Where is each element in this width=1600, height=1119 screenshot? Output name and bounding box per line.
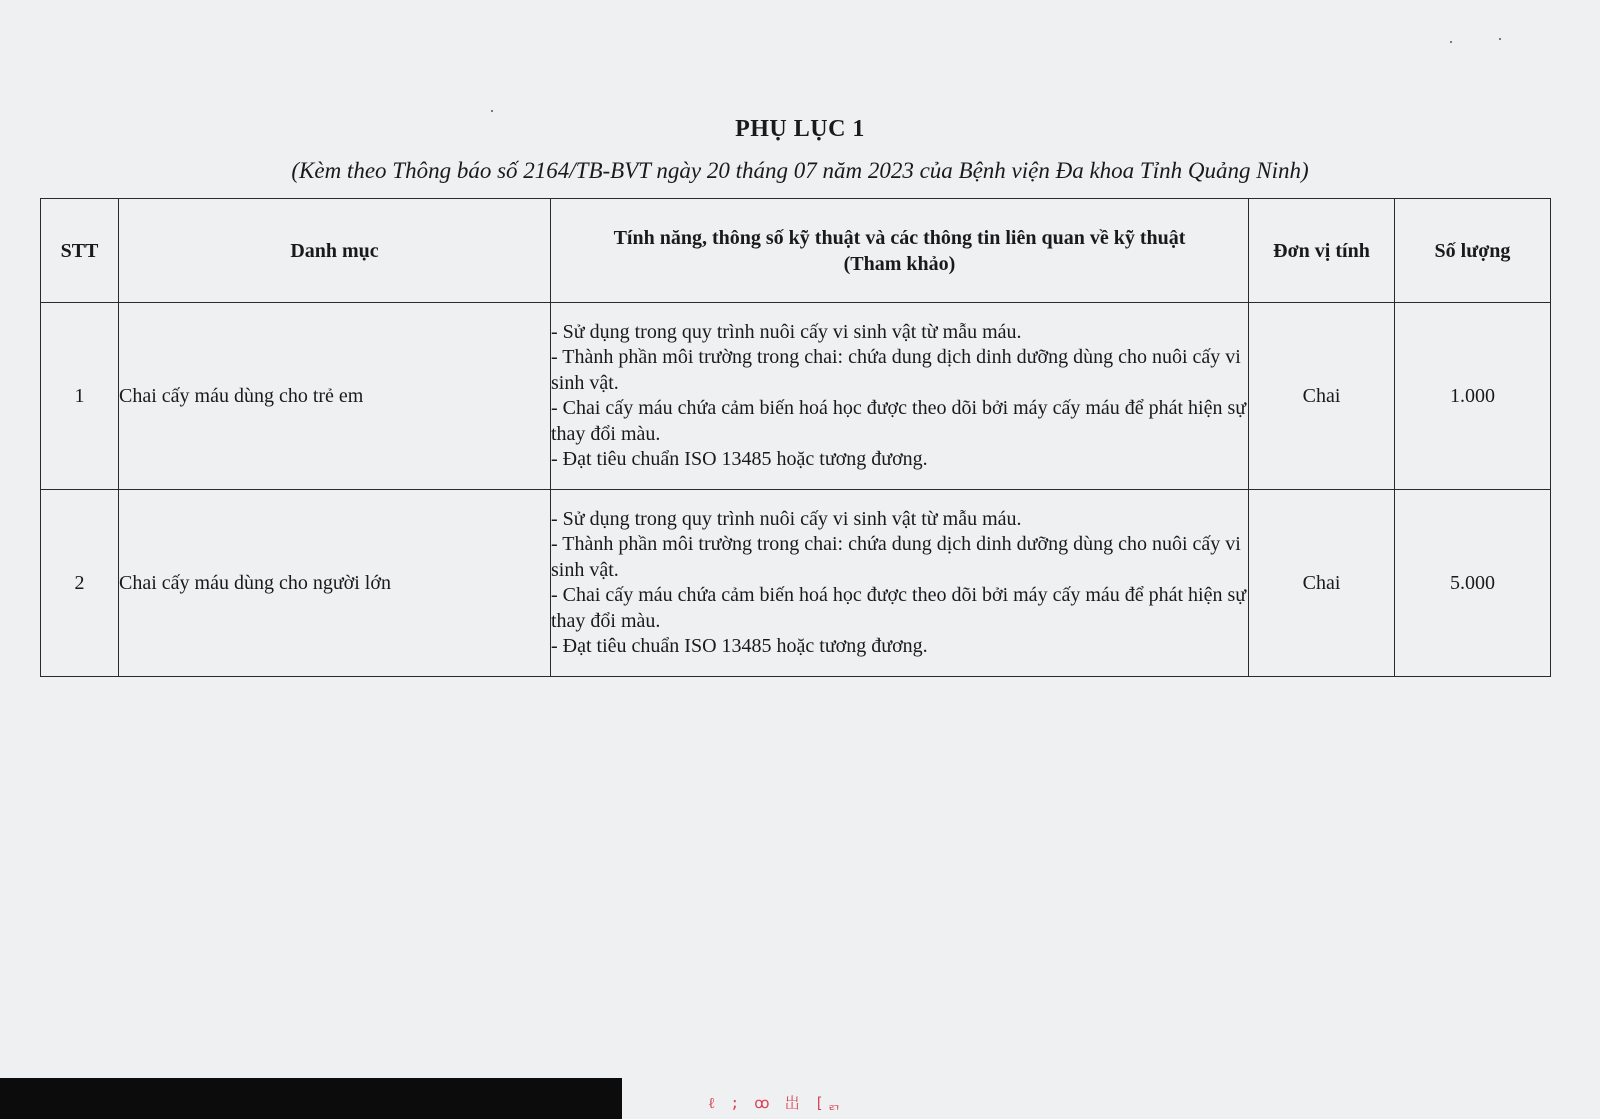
spec-item: - Đạt tiêu chuẩn ISO 13485 hoặc tương đương. bbox=[551, 635, 928, 657]
column-header-category: Danh mục bbox=[119, 199, 551, 303]
spec-item: - Sử dụng trong quy trình nuôi cấy vi sinh vật từ mẫu máu. bbox=[551, 320, 1022, 343]
row-quantity: 1.000 bbox=[1395, 303, 1551, 490]
column-header-unit: Đơn vị tính bbox=[1249, 199, 1395, 303]
spec-item: - Chai cấy máu chứa cảm biến hoá học được theo dõi bởi máy cấy máu để phát hiện sự thay đổi màu. bbox=[551, 584, 1247, 632]
row-category: Chai cấy máu dùng cho trẻ em bbox=[119, 303, 551, 490]
column-header-quantity: Số lượng bbox=[1395, 199, 1551, 303]
row-specs bbox=[551, 490, 1249, 677]
page-subtitle: (Kèm theo Thông báo số 2164/TB-BVT ngày 20 tháng 07 năm 2023 của Bệnh viện Đa khoa Tỉnh Quảng Ninh) bbox=[291, 158, 1309, 183]
table-row bbox=[41, 303, 1551, 490]
row-stt: 2 bbox=[41, 490, 119, 677]
column-header-stt: STT bbox=[41, 199, 119, 303]
specification-table bbox=[40, 198, 1551, 677]
spec-item: - Sử dụng trong quy trình nuôi cấy vi sinh vật từ mẫu máu. bbox=[551, 507, 1022, 530]
column-header-specs bbox=[551, 199, 1249, 303]
row-unit: Chai bbox=[1249, 490, 1395, 677]
scan-edge-shadow bbox=[0, 1078, 622, 1119]
column-header-specs-line1: Tính năng, thông số kỹ thuật và các thông tin liên quan về kỹ thuật bbox=[613, 226, 1186, 249]
table-header-row bbox=[41, 199, 1551, 303]
spec-item: - Đạt tiêu chuẩn ISO 13485 hoặc tương đương. bbox=[551, 448, 928, 470]
scan-speck bbox=[1499, 38, 1501, 40]
page-title: PHỤ LỤC 1 bbox=[735, 116, 865, 142]
spec-item: - Chai cấy máu chứa cảm biến hoá học được theo dõi bởi máy cấy máu để phát hiện sự thay đổi màu. bbox=[551, 397, 1247, 445]
spec-item: - Thành phần môi trường trong chai: chứa dung dịch dinh dưỡng dùng cho nuôi cấy vi sinh vật. bbox=[551, 533, 1241, 581]
scan-speck bbox=[491, 110, 493, 112]
row-unit: Chai bbox=[1249, 303, 1395, 490]
row-stt: 1 bbox=[41, 303, 119, 490]
column-header-specs-line2: (Tham khảo) bbox=[843, 252, 956, 275]
row-specs bbox=[551, 303, 1249, 490]
spec-item: - Thành phần môi trường trong chai: chứa dung dịch dinh dưỡng dùng cho nuôi cấy vi sinh vật. bbox=[551, 346, 1241, 394]
row-category: Chai cấy máu dùng cho người lớn bbox=[119, 490, 551, 677]
scan-speck bbox=[1450, 41, 1452, 43]
row-quantity: 5.000 bbox=[1395, 490, 1551, 677]
red-stamp-marks: ℓ ; ꝏ 岀 [ᆰ bbox=[708, 1094, 845, 1112]
table-row bbox=[41, 490, 1551, 677]
